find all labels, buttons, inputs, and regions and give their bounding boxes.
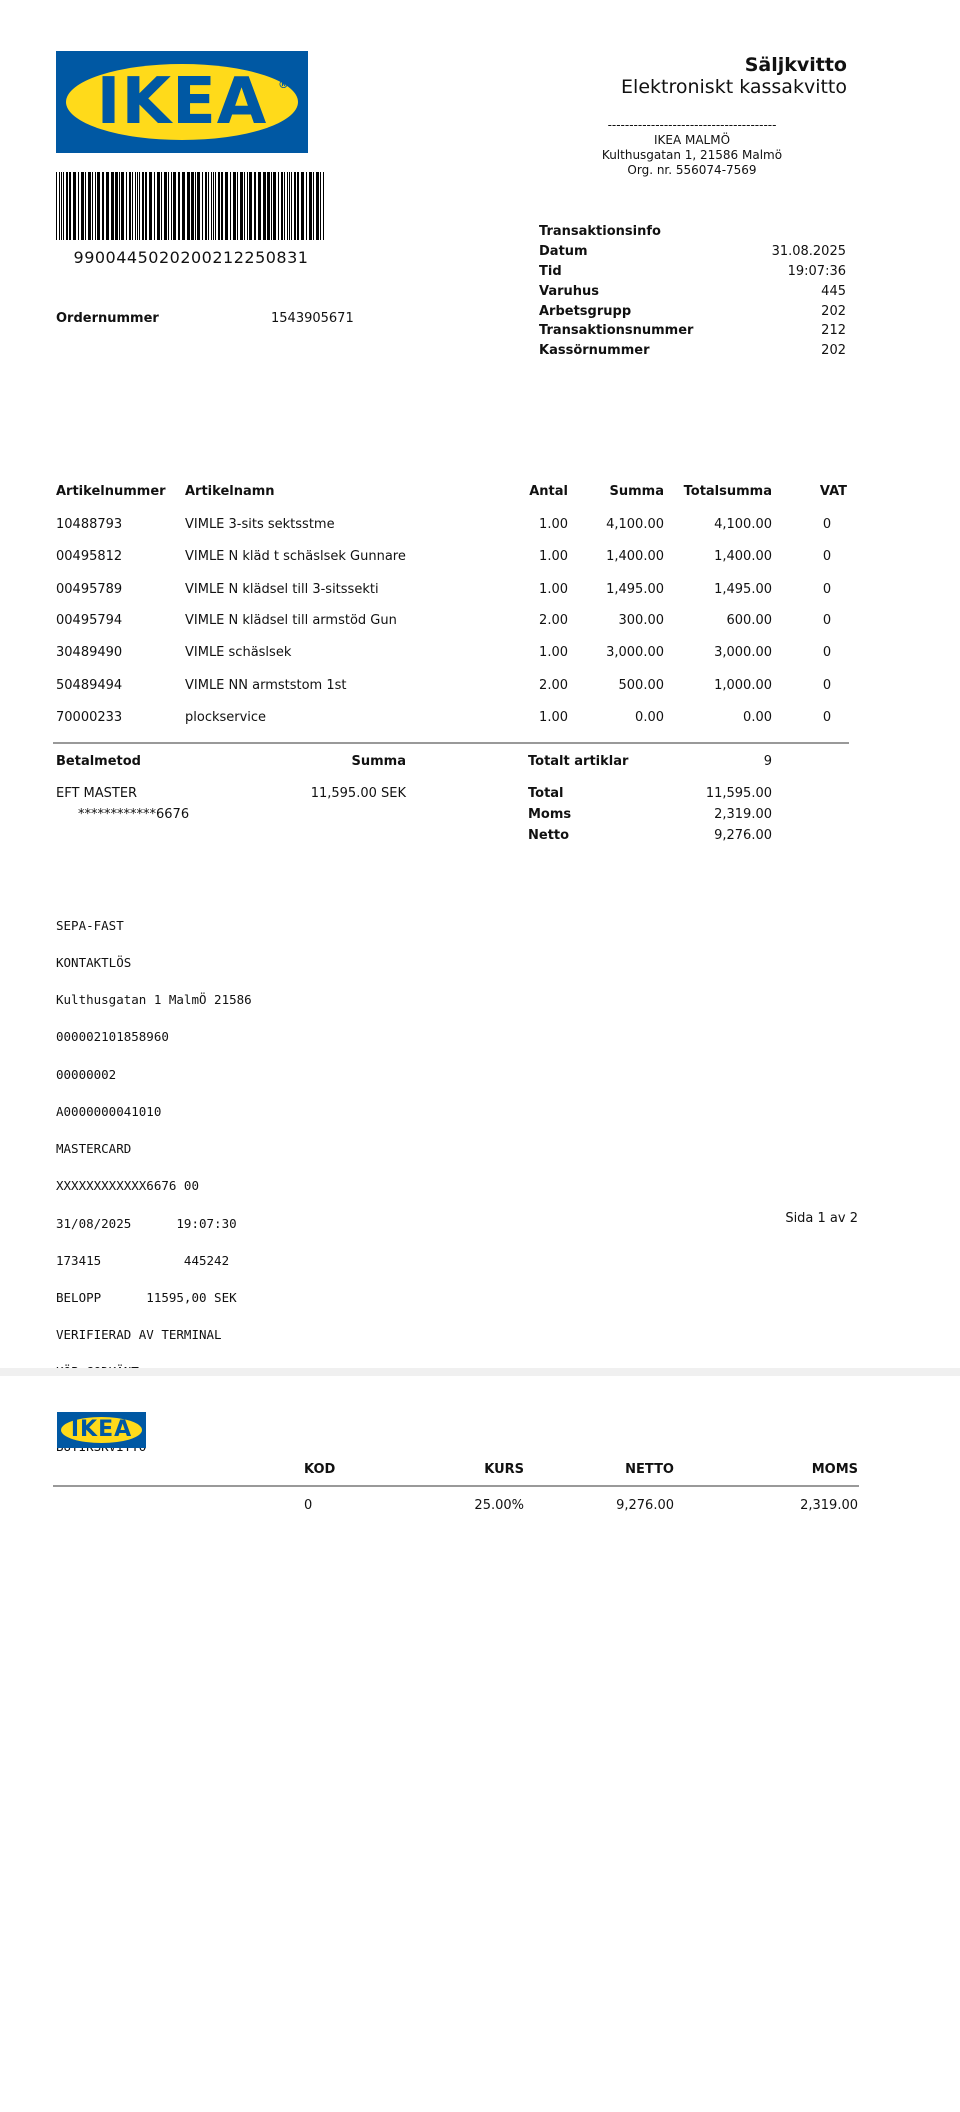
barcode-bar xyxy=(106,172,109,240)
barcode-bar xyxy=(81,172,84,240)
terminal-line: 31/08/2025 19:07:30 xyxy=(56,1215,237,1231)
store-name: IKEA MALMÖ xyxy=(653,133,731,147)
barcode-bar xyxy=(233,172,236,240)
total-items-value: 9 xyxy=(763,754,772,769)
transaction-label: Kassörnummer xyxy=(539,343,650,358)
barcode-bar xyxy=(139,172,140,240)
page-separator xyxy=(0,1368,960,1376)
barcode-bar xyxy=(97,172,100,240)
barcode-bar xyxy=(164,172,167,240)
vat-col-netto: NETTO xyxy=(625,1462,674,1477)
barcode-bar xyxy=(61,172,62,240)
transaction-label: Arbetsgrupp xyxy=(539,304,632,319)
total-label: Total xyxy=(528,786,564,801)
barcode-bar xyxy=(254,172,256,240)
item-sum: 4,100.00 xyxy=(606,517,664,532)
barcode-bar xyxy=(278,172,279,240)
transaction-value: 202 xyxy=(821,343,846,358)
barcode-bar xyxy=(320,172,321,240)
barcode-bar xyxy=(323,172,324,240)
barcode-bar xyxy=(258,172,261,240)
item-sum: 500.00 xyxy=(618,678,664,693)
barcode-bar xyxy=(157,172,160,240)
barcode-bar xyxy=(273,172,276,240)
ikea-logo-small xyxy=(57,1412,146,1448)
item-art-nr: 50489494 xyxy=(56,678,123,693)
barcode-bar xyxy=(208,172,209,240)
barcode-bar xyxy=(202,172,203,240)
item-name: VIMLE N klädsel till 3-sitssekti xyxy=(185,582,379,597)
item-art-nr: 30489490 xyxy=(56,645,123,660)
barcode-bar xyxy=(244,172,245,240)
receipt-barcode xyxy=(56,172,326,240)
vat-value: 2,319.00 xyxy=(714,807,772,822)
barcode-number: 9900445020200212250831 xyxy=(73,248,309,267)
barcode-bar xyxy=(281,172,283,240)
transaction-row-cashier xyxy=(539,343,846,361)
barcode-bar xyxy=(154,172,155,240)
barcode-bar xyxy=(63,172,64,240)
payment-sum-label: Summa xyxy=(351,754,406,769)
logo-wordmark: IKEA xyxy=(70,1417,133,1442)
terminal-line: KONTAKTLÖS xyxy=(56,955,132,971)
transaction-value: 19:07:36 xyxy=(787,264,846,279)
item-name: VIMLE 3-sits sektsstme xyxy=(185,517,335,532)
transaction-label: Transaktionsnummer xyxy=(539,323,694,338)
item-sum: 3,000.00 xyxy=(606,645,664,660)
transaction-row-date xyxy=(539,244,846,262)
item-qty: 2.00 xyxy=(539,613,568,628)
terminal-line: SEPA-FAST xyxy=(56,917,124,933)
terminal-line: Kulthusgatan 1 MalmÖ 21586 xyxy=(56,992,252,1008)
barcode-bar xyxy=(111,172,114,240)
barcode-bar xyxy=(191,172,194,240)
barcode-bar xyxy=(218,172,220,240)
barcode-bar xyxy=(291,172,292,240)
transaction-value: 445 xyxy=(821,284,846,299)
terminal-line: 00000002 xyxy=(56,1066,117,1082)
transaction-label: Tid xyxy=(539,264,562,279)
vat-kod: 0 xyxy=(304,1498,313,1513)
payment-method: EFT MASTER xyxy=(56,786,138,801)
item-art-nr: 00495812 xyxy=(56,549,123,564)
page-number: Sida 1 av 2 xyxy=(785,1211,858,1226)
terminal-line: XXXXXXXXXXXX6676 00 xyxy=(56,1178,199,1194)
vat-col-kod: KOD xyxy=(304,1462,336,1477)
item-vat: 0 xyxy=(822,517,832,532)
transaction-value: 31.08.2025 xyxy=(771,244,846,259)
store-address: Kulthusgatan 1, 21586 Malmö xyxy=(601,148,783,162)
barcode-bar xyxy=(316,172,319,240)
store-info xyxy=(580,118,804,178)
item-vat: 0 xyxy=(822,582,832,597)
item-art-nr: 00495789 xyxy=(56,582,123,597)
barcode-bar xyxy=(284,172,285,240)
barcode-bar xyxy=(195,172,196,240)
terminal-line: 173415 445242 xyxy=(56,1252,230,1268)
item-sum: 1,495.00 xyxy=(606,582,664,597)
receipt-title: Säljkvitto xyxy=(744,54,847,76)
item-total: 1,495.00 xyxy=(714,582,772,597)
barcode-bar xyxy=(145,172,147,240)
barcode-bar xyxy=(313,172,314,240)
item-name: plockservice xyxy=(185,710,267,725)
col-header-vat: VAT xyxy=(819,484,847,499)
payment-card-masked: ************6676 xyxy=(78,807,190,822)
item-total: 0.00 xyxy=(743,710,772,725)
barcode-bar xyxy=(168,172,169,240)
barcode-bar xyxy=(205,172,207,240)
item-qty: 1.00 xyxy=(539,517,568,532)
total-items-label: Totalt artiklar xyxy=(528,754,629,769)
barcode-bar xyxy=(85,172,86,240)
barcode-bar xyxy=(230,172,231,240)
item-name: VIMLE NN armststom 1st xyxy=(185,678,347,693)
barcode-bar xyxy=(215,172,216,240)
barcode-bar xyxy=(301,172,304,240)
item-art-nr: 70000233 xyxy=(56,710,123,725)
receipt-subtitle: Elektroniskt kassakvitto xyxy=(621,76,847,98)
terminal-line: VERIFIERAD AV TERMINAL xyxy=(56,1327,222,1343)
item-vat: 0 xyxy=(822,645,832,660)
transaction-info-heading: Transaktionsinfo xyxy=(539,224,661,239)
item-total: 1,400.00 xyxy=(714,549,772,564)
table-divider xyxy=(53,742,849,744)
col-header-name: Artikelnamn xyxy=(185,484,275,499)
transaction-label: Varuhus xyxy=(539,284,600,299)
transaction-label: Datum xyxy=(539,244,588,259)
item-total: 4,100.00 xyxy=(714,517,772,532)
store-separator: --------------------------------------- xyxy=(607,118,777,132)
item-total: 1,000.00 xyxy=(714,678,772,693)
item-vat: 0 xyxy=(822,678,832,693)
col-header-total: Totalsumma xyxy=(683,484,772,499)
barcode-bar xyxy=(142,172,144,240)
barcode-bar xyxy=(173,172,176,240)
barcode-bar xyxy=(126,172,127,240)
barcode-bar xyxy=(171,172,172,240)
item-vat: 0 xyxy=(822,613,832,628)
transaction-row-workgroup xyxy=(539,304,846,322)
transaction-row-number xyxy=(539,323,846,341)
barcode-bar xyxy=(187,172,190,240)
item-sum: 0.00 xyxy=(635,710,664,725)
barcode-bar xyxy=(182,172,185,240)
barcode-bar xyxy=(59,172,60,240)
barcode-bar xyxy=(149,172,152,240)
barcode-bar xyxy=(306,172,307,240)
transaction-value: 202 xyxy=(821,304,846,319)
vat-col-moms: MOMS xyxy=(811,1462,858,1477)
barcode-bar xyxy=(161,172,162,240)
item-total: 600.00 xyxy=(726,613,772,628)
barcode-bar xyxy=(197,172,200,240)
barcode-bar xyxy=(297,172,299,240)
barcode-bar xyxy=(225,172,228,240)
item-sum: 300.00 xyxy=(618,613,664,628)
order-number-label: Ordernummer xyxy=(56,311,159,326)
barcode-bar xyxy=(66,172,68,240)
barcode-bar xyxy=(309,172,312,240)
item-name: VIMLE N kläd t schäslsek Gunnare xyxy=(185,549,406,564)
receipt-page-2 xyxy=(0,1376,960,2112)
item-name: VIMLE N klädsel till armstöd Gun xyxy=(185,613,397,628)
barcode-bar xyxy=(221,172,223,240)
vat-col-kurs: KURS xyxy=(484,1462,524,1477)
barcode-bar xyxy=(95,172,96,240)
barcode-bar xyxy=(271,172,272,240)
barcode-bar xyxy=(115,172,118,240)
transaction-value: 212 xyxy=(821,323,846,338)
barcode-bar xyxy=(78,172,79,240)
barcode-bar xyxy=(121,172,124,240)
terminal-line: MASTERCARD xyxy=(56,1141,132,1157)
barcode-bar xyxy=(69,172,71,240)
barcode-bar xyxy=(102,172,104,240)
vat-netto: 9,276.00 xyxy=(616,1498,674,1513)
item-vat: 0 xyxy=(822,710,832,725)
terminal-line: BELOPP 11595,00 SEK xyxy=(56,1290,237,1305)
barcode-bar xyxy=(56,172,57,240)
vat-moms: 2,319.00 xyxy=(800,1498,858,1513)
item-qty: 2.00 xyxy=(539,678,568,693)
barcode-bar xyxy=(267,172,270,240)
item-name: VIMLE schäslsek xyxy=(185,645,292,660)
logo-wordmark: IKEA xyxy=(96,65,268,139)
item-art-nr: 10488793 xyxy=(56,517,123,532)
total-value: 11,595.00 xyxy=(705,786,772,801)
barcode-bar xyxy=(294,172,296,240)
barcode-bar xyxy=(247,172,248,240)
transaction-row-time xyxy=(539,264,846,282)
col-header-art-nr: Artikelnummer xyxy=(56,484,166,499)
barcode-bar xyxy=(135,172,136,240)
barcode-bar xyxy=(129,172,131,240)
item-qty: 1.00 xyxy=(539,710,568,725)
vat-table-divider xyxy=(53,1485,859,1487)
barcode-bar xyxy=(213,172,214,240)
item-qty: 1.00 xyxy=(539,549,568,564)
barcode-bar xyxy=(132,172,133,240)
payment-amount: 11,595.00 SEK xyxy=(310,786,406,801)
item-qty: 1.00 xyxy=(539,582,568,597)
col-header-sum: Summa xyxy=(609,484,664,499)
vat-label: Moms xyxy=(528,807,572,822)
barcode-bar xyxy=(287,172,288,240)
registered-mark: ® xyxy=(278,78,289,91)
barcode-bar xyxy=(137,172,138,240)
barcode-bar xyxy=(211,172,212,240)
barcode-bar xyxy=(289,172,290,240)
item-sum: 1,400.00 xyxy=(606,549,664,564)
barcode-bar xyxy=(88,172,91,240)
barcode-bar xyxy=(237,172,238,240)
vat-kurs: 25.00% xyxy=(474,1498,524,1513)
barcode-bar xyxy=(178,172,180,240)
barcode-bar xyxy=(119,172,120,240)
order-number-value: 1543905671 xyxy=(271,311,354,326)
ikea-logo xyxy=(56,51,308,153)
barcode-bar xyxy=(249,172,252,240)
item-art-nr: 00495794 xyxy=(56,613,123,628)
item-vat: 0 xyxy=(822,549,832,564)
net-value: 9,276.00 xyxy=(714,828,772,843)
col-header-qty: Antal xyxy=(529,484,568,499)
item-qty: 1.00 xyxy=(539,645,568,660)
barcode-bar xyxy=(92,172,93,240)
net-label: Netto xyxy=(528,828,570,843)
barcode-bar xyxy=(263,172,266,240)
payment-method-label: Betalmetod xyxy=(56,754,141,769)
barcode-bar xyxy=(240,172,243,240)
item-total: 3,000.00 xyxy=(714,645,772,660)
store-org-number: Org. nr. 556074-7569 xyxy=(627,163,757,177)
transaction-row-store xyxy=(539,284,846,302)
terminal-line: A0000000041010 xyxy=(56,1103,162,1119)
barcode-bar xyxy=(73,172,76,240)
terminal-line: 000002101858960 xyxy=(56,1029,169,1045)
